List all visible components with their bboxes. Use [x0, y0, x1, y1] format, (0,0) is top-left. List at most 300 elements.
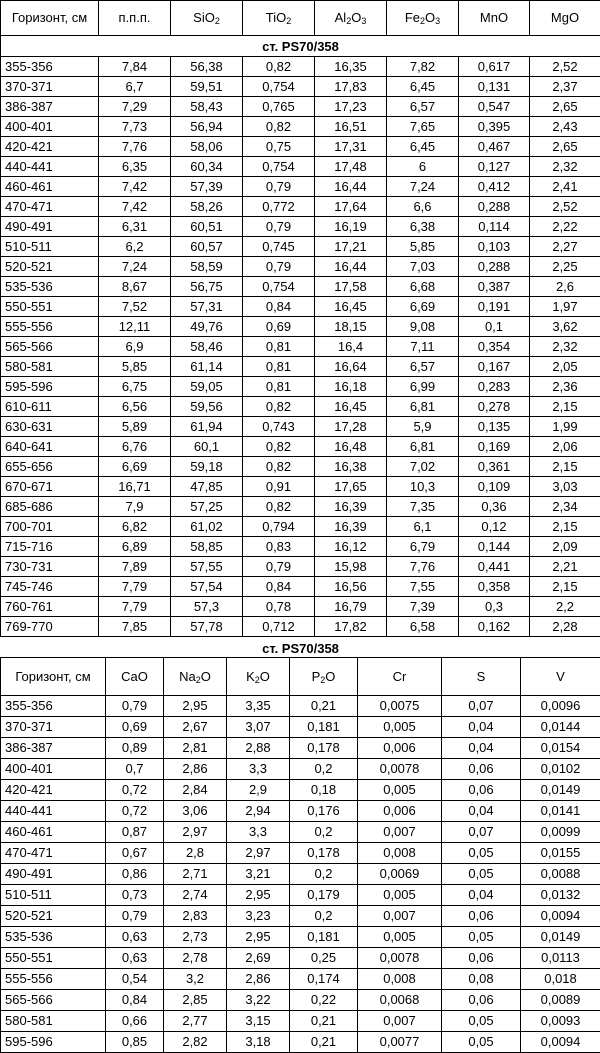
value-cell: 0,0068 [358, 990, 442, 1011]
value-cell: 16,12 [315, 537, 387, 557]
value-cell: 56,38 [171, 57, 243, 77]
value-cell: 2,8 [164, 843, 227, 864]
horizon-cell: 400-401 [1, 117, 99, 137]
horizon-cell: 595-596 [1, 1032, 106, 1053]
value-cell: 0,2 [290, 906, 358, 927]
value-cell: 0,176 [290, 801, 358, 822]
horizon-cell: 745-746 [1, 577, 99, 597]
value-cell: 7,02 [387, 457, 459, 477]
value-cell: 16,44 [315, 177, 387, 197]
value-cell: 0,0149 [521, 927, 600, 948]
value-cell: 3,23 [227, 906, 290, 927]
value-cell: 59,56 [171, 397, 243, 417]
value-cell: 0,04 [442, 885, 521, 906]
horizon-cell: 510-511 [1, 237, 99, 257]
value-cell: 6,9 [99, 337, 171, 357]
value-cell: 59,05 [171, 377, 243, 397]
table-row [1, 117, 600, 137]
value-cell: 0,12 [459, 517, 530, 537]
value-cell: 0,82 [243, 457, 315, 477]
value-cell: 0,63 [106, 948, 164, 969]
value-cell: 0,89 [106, 738, 164, 759]
value-cell: 0,008 [358, 969, 442, 990]
value-cell: 0,745 [243, 237, 315, 257]
value-cell: 0,67 [106, 843, 164, 864]
value-cell: 2,65 [530, 97, 600, 117]
table-row [1, 197, 600, 217]
value-cell: 6,99 [387, 377, 459, 397]
value-cell: 0,007 [358, 906, 442, 927]
header-label: Na [179, 669, 196, 684]
value-cell: 0,82 [243, 397, 315, 417]
value-cell: 0,006 [358, 738, 442, 759]
horizon-cell: 400-401 [1, 759, 106, 780]
value-cell: 0,66 [106, 1011, 164, 1032]
horizon-cell: 610-611 [1, 397, 99, 417]
value-cell: 0,712 [243, 617, 315, 637]
header-label: Fe [405, 10, 420, 25]
header-label: CaO [121, 669, 148, 684]
value-cell: 17,65 [315, 477, 387, 497]
value-cell: 0,288 [459, 197, 530, 217]
value-cell: 56,94 [171, 117, 243, 137]
value-cell: 5,85 [387, 237, 459, 257]
value-cell: 49,76 [171, 317, 243, 337]
table-row [1, 77, 600, 97]
header-label: TiO [266, 10, 286, 25]
table-row [1, 337, 600, 357]
value-cell: 7,03 [387, 257, 459, 277]
value-cell: 0,0155 [521, 843, 600, 864]
value-cell: 6,57 [387, 97, 459, 117]
horizon-cell: 555-556 [1, 969, 106, 990]
value-cell: 6,68 [387, 277, 459, 297]
value-cell: 0,0113 [521, 948, 600, 969]
value-cell: 0,81 [243, 337, 315, 357]
value-cell: 0,84 [243, 577, 315, 597]
table-header-row [1, 1, 600, 36]
header-subscript: 2 [320, 675, 325, 685]
value-cell: 59,51 [171, 77, 243, 97]
value-cell: 2,77 [164, 1011, 227, 1032]
value-cell: 2,22 [530, 217, 600, 237]
value-cell: 0,131 [459, 77, 530, 97]
value-cell: 0,754 [243, 77, 315, 97]
value-cell: 0,103 [459, 237, 530, 257]
value-cell: 61,94 [171, 417, 243, 437]
value-cell: 7,76 [99, 137, 171, 157]
value-cell: 2,69 [227, 948, 290, 969]
value-cell: 57,31 [171, 297, 243, 317]
table-row [1, 927, 600, 948]
table2-header-3 [227, 658, 290, 696]
value-cell: 57,78 [171, 617, 243, 637]
value-cell: 0,69 [106, 717, 164, 738]
section-row [1, 641, 600, 658]
value-cell: 7,84 [99, 57, 171, 77]
value-cell: 6,69 [387, 297, 459, 317]
value-cell: 0,018 [521, 969, 600, 990]
value-cell: 2,65 [530, 137, 600, 157]
value-cell: 6,1 [387, 517, 459, 537]
value-cell: 0,06 [442, 948, 521, 969]
value-cell: 58,06 [171, 137, 243, 157]
table-row [1, 397, 600, 417]
table2-header-6 [442, 658, 521, 696]
value-cell: 17,58 [315, 277, 387, 297]
value-cell: 0,06 [442, 780, 521, 801]
table2-header-0 [1, 658, 106, 696]
value-cell: 0,3 [459, 597, 530, 617]
horizon-cell: 470-471 [1, 197, 99, 217]
table-row [1, 738, 600, 759]
value-cell: 7,24 [99, 257, 171, 277]
value-cell: 7,89 [99, 557, 171, 577]
value-cell: 0,25 [290, 948, 358, 969]
value-cell: 0,05 [442, 927, 521, 948]
value-cell: 0,06 [442, 759, 521, 780]
value-cell: 2,15 [530, 577, 600, 597]
value-cell: 1,97 [530, 297, 600, 317]
horizon-cell: 565-566 [1, 337, 99, 357]
value-cell: 0,79 [243, 257, 315, 277]
value-cell: 6,81 [387, 437, 459, 457]
value-cell: 18,15 [315, 317, 387, 337]
value-cell: 2,52 [530, 57, 600, 77]
value-cell: 0,361 [459, 457, 530, 477]
value-cell: 0,006 [358, 801, 442, 822]
value-cell: 6,56 [99, 397, 171, 417]
value-cell: 2,82 [164, 1032, 227, 1053]
value-cell: 0,754 [243, 157, 315, 177]
value-cell: 0,0094 [521, 906, 600, 927]
table-row [1, 217, 600, 237]
value-cell: 2,85 [164, 990, 227, 1011]
horizon-cell: 490-491 [1, 217, 99, 237]
table-row [1, 843, 600, 864]
header-subscript: 2 [196, 675, 201, 685]
table-row [1, 1011, 600, 1032]
value-cell: 0,0089 [521, 990, 600, 1011]
value-cell: 0,0078 [358, 759, 442, 780]
value-cell: 61,02 [171, 517, 243, 537]
value-cell: 3,15 [227, 1011, 290, 1032]
value-cell: 0,441 [459, 557, 530, 577]
table2-header-2 [164, 658, 227, 696]
horizon-cell: 440-441 [1, 801, 106, 822]
table1-header-0 [1, 1, 99, 36]
horizon-cell: 685-686 [1, 497, 99, 517]
value-cell: 0,162 [459, 617, 530, 637]
table-row [1, 457, 600, 477]
value-cell: 6,82 [99, 517, 171, 537]
value-cell: 0,82 [243, 57, 315, 77]
header-label: S [477, 669, 486, 684]
horizon-cell: 700-701 [1, 517, 99, 537]
value-cell: 0,78 [243, 597, 315, 617]
table2-header-7 [521, 658, 600, 696]
value-cell: 0,169 [459, 437, 530, 457]
header-label: MnO [480, 10, 508, 25]
value-cell: 0,278 [459, 397, 530, 417]
header-subscript: 2 [420, 16, 425, 26]
value-cell: 10,3 [387, 477, 459, 497]
value-cell: 7,79 [99, 597, 171, 617]
value-cell: 0,0093 [521, 1011, 600, 1032]
value-cell: 0,04 [442, 738, 521, 759]
value-cell: 58,43 [171, 97, 243, 117]
value-cell: 0,007 [358, 1011, 442, 1032]
value-cell: 6,57 [387, 357, 459, 377]
value-cell: 0,283 [459, 377, 530, 397]
table-row [1, 759, 600, 780]
value-cell: 6,45 [387, 77, 459, 97]
table-row [1, 597, 600, 617]
value-cell: 0,79 [106, 696, 164, 717]
value-cell: 0,06 [442, 990, 521, 1011]
value-cell: 60,34 [171, 157, 243, 177]
header-label-tail: O [325, 669, 335, 684]
value-cell: 0,127 [459, 157, 530, 177]
value-cell: 0,84 [106, 990, 164, 1011]
value-cell: 0,191 [459, 297, 530, 317]
horizon-cell: 460-461 [1, 822, 106, 843]
value-cell: 0,0077 [358, 1032, 442, 1053]
value-cell: 16,79 [315, 597, 387, 617]
table-row [1, 177, 600, 197]
horizon-cell: 555-556 [1, 317, 99, 337]
table-row [1, 377, 600, 397]
value-cell: 58,26 [171, 197, 243, 217]
value-cell: 1,99 [530, 417, 600, 437]
value-cell: 3,07 [227, 717, 290, 738]
header-label: Cr [393, 669, 407, 684]
value-cell: 2,37 [530, 77, 600, 97]
value-cell: 0,79 [243, 177, 315, 197]
header-subscript: 2 [255, 675, 260, 685]
value-cell: 7,82 [387, 57, 459, 77]
value-cell: 17,23 [315, 97, 387, 117]
value-cell: 16,39 [315, 517, 387, 537]
horizon-cell: 510-511 [1, 885, 106, 906]
value-cell: 0,179 [290, 885, 358, 906]
header-label: P [312, 669, 321, 684]
horizon-cell: 670-671 [1, 477, 99, 497]
value-cell: 0,81 [243, 357, 315, 377]
value-cell: 6,31 [99, 217, 171, 237]
value-cell: 2,34 [530, 497, 600, 517]
value-cell: 0,772 [243, 197, 315, 217]
value-cell: 6,79 [387, 537, 459, 557]
table-row [1, 696, 600, 717]
value-cell: 6,38 [387, 217, 459, 237]
value-cell: 6,58 [387, 617, 459, 637]
header-label-tail: O [351, 10, 361, 25]
value-cell: 0,79 [243, 557, 315, 577]
value-cell: 17,31 [315, 137, 387, 157]
value-cell: 0,05 [442, 1011, 521, 1032]
value-cell: 0,743 [243, 417, 315, 437]
value-cell: 0,84 [243, 297, 315, 317]
value-cell: 6,81 [387, 397, 459, 417]
horizon-cell: 420-421 [1, 137, 99, 157]
horizon-cell: 760-761 [1, 597, 99, 617]
value-cell: 3,3 [227, 822, 290, 843]
table1-header-3 [243, 1, 315, 36]
value-cell: 0,22 [290, 990, 358, 1011]
value-cell: 2,05 [530, 357, 600, 377]
header-subscript: 3 [435, 16, 440, 26]
table1-header-1 [99, 1, 171, 36]
value-cell: 0,04 [442, 717, 521, 738]
value-cell: 2,15 [530, 397, 600, 417]
value-cell: 16,18 [315, 377, 387, 397]
table-row [1, 437, 600, 457]
value-cell: 16,51 [315, 117, 387, 137]
value-cell: 6,76 [99, 437, 171, 457]
value-cell: 15,98 [315, 557, 387, 577]
value-cell: 2,81 [164, 738, 227, 759]
value-cell: 57,3 [171, 597, 243, 617]
value-cell: 7,79 [99, 577, 171, 597]
value-cell: 0,412 [459, 177, 530, 197]
header-label-tail: O [425, 10, 435, 25]
value-cell: 16,39 [315, 497, 387, 517]
horizon-cell: 355-356 [1, 57, 99, 77]
value-cell: 2,06 [530, 437, 600, 457]
value-cell: 0,395 [459, 117, 530, 137]
value-cell: 0,0078 [358, 948, 442, 969]
horizon-cell: 640-641 [1, 437, 99, 457]
value-cell: 0,135 [459, 417, 530, 437]
value-cell: 0,354 [459, 337, 530, 357]
value-cell: 0,83 [243, 537, 315, 557]
header-label: V [556, 669, 565, 684]
table-row [1, 617, 600, 637]
horizon-cell: 595-596 [1, 377, 99, 397]
value-cell: 7,9 [99, 497, 171, 517]
horizon-cell: 355-356 [1, 696, 106, 717]
horizon-cell: 520-521 [1, 906, 106, 927]
value-cell: 0,617 [459, 57, 530, 77]
value-cell: 58,46 [171, 337, 243, 357]
value-cell: 2,25 [530, 257, 600, 277]
value-cell: 7,52 [99, 297, 171, 317]
value-cell: 6 [387, 157, 459, 177]
value-cell: 16,48 [315, 437, 387, 457]
value-cell: 16,64 [315, 357, 387, 377]
value-cell: 2,71 [164, 864, 227, 885]
value-cell: 0,91 [243, 477, 315, 497]
value-cell: 0,07 [442, 822, 521, 843]
table-row [1, 1032, 600, 1053]
table-row [1, 801, 600, 822]
horizon-cell: 715-716 [1, 537, 99, 557]
horizon-cell: 535-536 [1, 277, 99, 297]
value-cell: 2,67 [164, 717, 227, 738]
value-cell: 6,7 [99, 77, 171, 97]
value-cell: 6,35 [99, 157, 171, 177]
value-cell: 0,05 [442, 1032, 521, 1053]
value-cell: 58,85 [171, 537, 243, 557]
value-cell: 0,005 [358, 780, 442, 801]
value-cell: 0,2 [290, 864, 358, 885]
table-row [1, 537, 600, 557]
value-cell: 7,76 [387, 557, 459, 577]
value-cell: 0,0154 [521, 738, 600, 759]
header-label: п.п.п. [119, 10, 151, 25]
table-row [1, 948, 600, 969]
table-row [1, 517, 600, 537]
horizon-cell: 655-656 [1, 457, 99, 477]
value-cell: 2,2 [530, 597, 600, 617]
horizon-cell: 550-551 [1, 297, 99, 317]
header-subscript: 2 [286, 16, 291, 26]
value-cell: 0,79 [106, 906, 164, 927]
value-cell: 7,35 [387, 497, 459, 517]
value-cell: 0,547 [459, 97, 530, 117]
value-cell: 16,71 [99, 477, 171, 497]
table-row [1, 717, 600, 738]
value-cell: 2,36 [530, 377, 600, 397]
value-cell: 0,82 [243, 497, 315, 517]
table-header-row [1, 658, 600, 696]
value-cell: 2,73 [164, 927, 227, 948]
horizon-cell: 440-441 [1, 157, 99, 177]
table2-header-1 [106, 658, 164, 696]
value-cell: 2,21 [530, 557, 600, 577]
value-cell: 16,19 [315, 217, 387, 237]
value-cell: 16,45 [315, 397, 387, 417]
value-cell: 2,9 [227, 780, 290, 801]
value-cell: 0,0141 [521, 801, 600, 822]
value-cell: 0,007 [358, 822, 442, 843]
value-cell: 3,03 [530, 477, 600, 497]
value-cell: 3,06 [164, 801, 227, 822]
value-cell: 2,95 [164, 696, 227, 717]
value-cell: 3,35 [227, 696, 290, 717]
value-cell: 6,69 [99, 457, 171, 477]
horizon-cell: 630-631 [1, 417, 99, 437]
value-cell: 12,11 [99, 317, 171, 337]
horizon-cell: 730-731 [1, 557, 99, 577]
horizon-cell: 470-471 [1, 843, 106, 864]
value-cell: 7,29 [99, 97, 171, 117]
value-cell: 0,178 [290, 738, 358, 759]
value-cell: 0,72 [106, 780, 164, 801]
value-cell: 0,0149 [521, 780, 600, 801]
value-cell: 0,21 [290, 1032, 358, 1053]
value-cell: 6,2 [99, 237, 171, 257]
value-cell: 0,21 [290, 1011, 358, 1032]
value-cell: 0,0144 [521, 717, 600, 738]
value-cell: 16,44 [315, 257, 387, 277]
value-cell: 57,25 [171, 497, 243, 517]
table-row [1, 157, 600, 177]
value-cell: 2,95 [227, 885, 290, 906]
value-cell: 0,63 [106, 927, 164, 948]
value-cell: 6,89 [99, 537, 171, 557]
value-cell: 0,2 [290, 822, 358, 843]
table1-header-2 [171, 1, 243, 36]
horizon-cell: 565-566 [1, 990, 106, 1011]
table-row [1, 297, 600, 317]
value-cell: 7,42 [99, 177, 171, 197]
value-cell: 0,0102 [521, 759, 600, 780]
header-label: SiO [193, 10, 215, 25]
value-cell: 16,38 [315, 457, 387, 477]
value-cell: 2,27 [530, 237, 600, 257]
